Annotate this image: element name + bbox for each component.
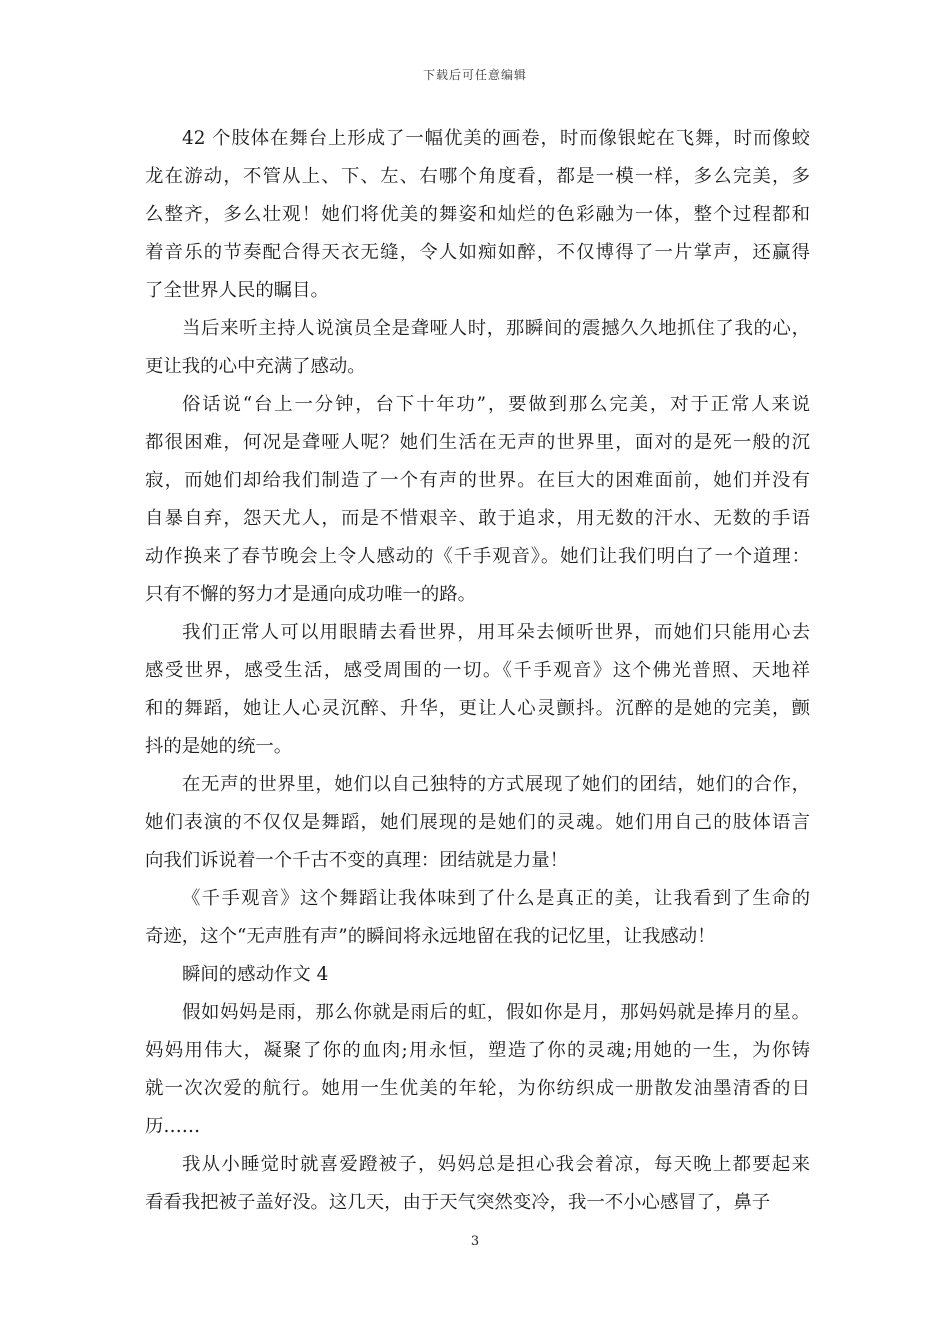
text-line: 假如妈妈是雨，那么你就是雨后的虹，假如你是月，那妈妈就是捧月的星。: [182, 1002, 810, 1023]
text-line: 就一次次爱的航行。她用一生优美的年轮，为你纺织成一册散发油墨清香的日: [145, 1078, 810, 1099]
paragraph: [145, 614, 810, 766]
paragraph: [145, 956, 810, 994]
text-line: 当后来听主持人说演员全是聋哑人时，那瞬间的震撼久久地抓住了我的心，: [182, 318, 810, 339]
paragraph: [145, 120, 810, 310]
text-line: 向我们诉说着一个千古不变的真理：团结就是力量！: [145, 850, 568, 871]
text-line: 俗话说“台上一分钟，台下十年功”，要做到那么完美，对于正常人来说: [182, 394, 810, 415]
text-line: 龙在游动，不管从上、下、左、右哪个角度看，都是一模一样，多么完美，多: [145, 166, 810, 187]
paragraph: [145, 1146, 810, 1222]
paragraph: [145, 310, 810, 386]
text-line: 《千手观音》这个舞蹈让我体味到了什么是真正的美，让我看到了生命的: [182, 888, 810, 909]
text-line: 看看我把被子盖好没。这几天，由于天气突然变冷，我一不小心感冒了，鼻子: [145, 1192, 771, 1213]
paragraph: [145, 386, 810, 614]
text-line: 我们正常人可以用眼睛去看世界，用耳朵去倾听世界，而她们只能用心去: [182, 622, 810, 643]
text-line: 自暴自弃，怨天尤人，而是不惜艰辛、敢于追求，用无数的汗水、无数的手语: [145, 508, 810, 529]
text-line: 我从小睡觉时就喜爱蹬被子，妈妈总是担心我会着凉，每天晚上都要起来: [182, 1154, 810, 1175]
text-line: 了全世界人民的瞩目。: [145, 280, 329, 301]
text-line: 和的舞蹈，她让人心灵沉醉、升华，更让人心灵颤抖。沉醉的是她的完美，颤: [145, 698, 810, 719]
text-line: 动作换来了春节晚会上令人感动的《千手观音》。她们让我们明白了一个道理：: [145, 546, 810, 567]
text-line: 感受世界，感受生活，感受周围的一切。《千手观音》这个佛光普照、天地祥: [145, 660, 810, 681]
text-line: 在无声的世界里，她们以自己独特的方式展现了她们的团结，她们的合作，: [182, 774, 810, 795]
text-line: 都很困难，何况是聋哑人呢？她们生活在无声的世界里，面对的是死一般的沉: [145, 432, 810, 453]
text-line: 她们表演的不仅仅是舞蹈，她们展现的是她们的灵魂。她们用自己的肢体语言: [145, 812, 810, 833]
text-line: 更让我的心中充满了感动。: [145, 356, 366, 377]
document-body: [145, 120, 810, 1222]
text-line: 历……: [145, 1116, 201, 1137]
paragraph: [145, 880, 810, 956]
text-line: 42 个肢体在舞台上形成了一幅优美的画卷，时而像银蛇在飞舞，时而像蛟: [182, 128, 810, 149]
text-line: 抖的是她的统一。: [145, 736, 293, 757]
text-line: 只有不懈的努力才是通向成功唯一的路。: [145, 584, 477, 605]
paragraph: [145, 994, 810, 1146]
text-line: 么整齐，多么壮观！她们将优美的舞姿和灿烂的色彩融为一体，整个过程都和: [145, 204, 810, 225]
paragraph: [145, 766, 810, 880]
text-line: 奇迹，这个“无声胜有声”的瞬间将永远地留在我的记忆里，让我感动！: [145, 926, 716, 947]
text-line: 瞬间的感动作文 4: [182, 964, 329, 985]
page-header: 下载后可任意编辑: [422, 68, 527, 82]
text-line: 妈妈用伟大，凝聚了你的血肉;用永恒，塑造了你的灵魂;用她的一生，为你铸: [145, 1040, 810, 1061]
text-line: 着音乐的节奏配合得天衣无缝，令人如痴如醉，不仅博得了一片掌声，还赢得: [145, 242, 810, 263]
text-line: 寂，而她们却给我们制造了一个有声的世界。在巨大的困难面前，她们并没有: [145, 470, 810, 491]
page-number: 3: [470, 1234, 480, 1249]
